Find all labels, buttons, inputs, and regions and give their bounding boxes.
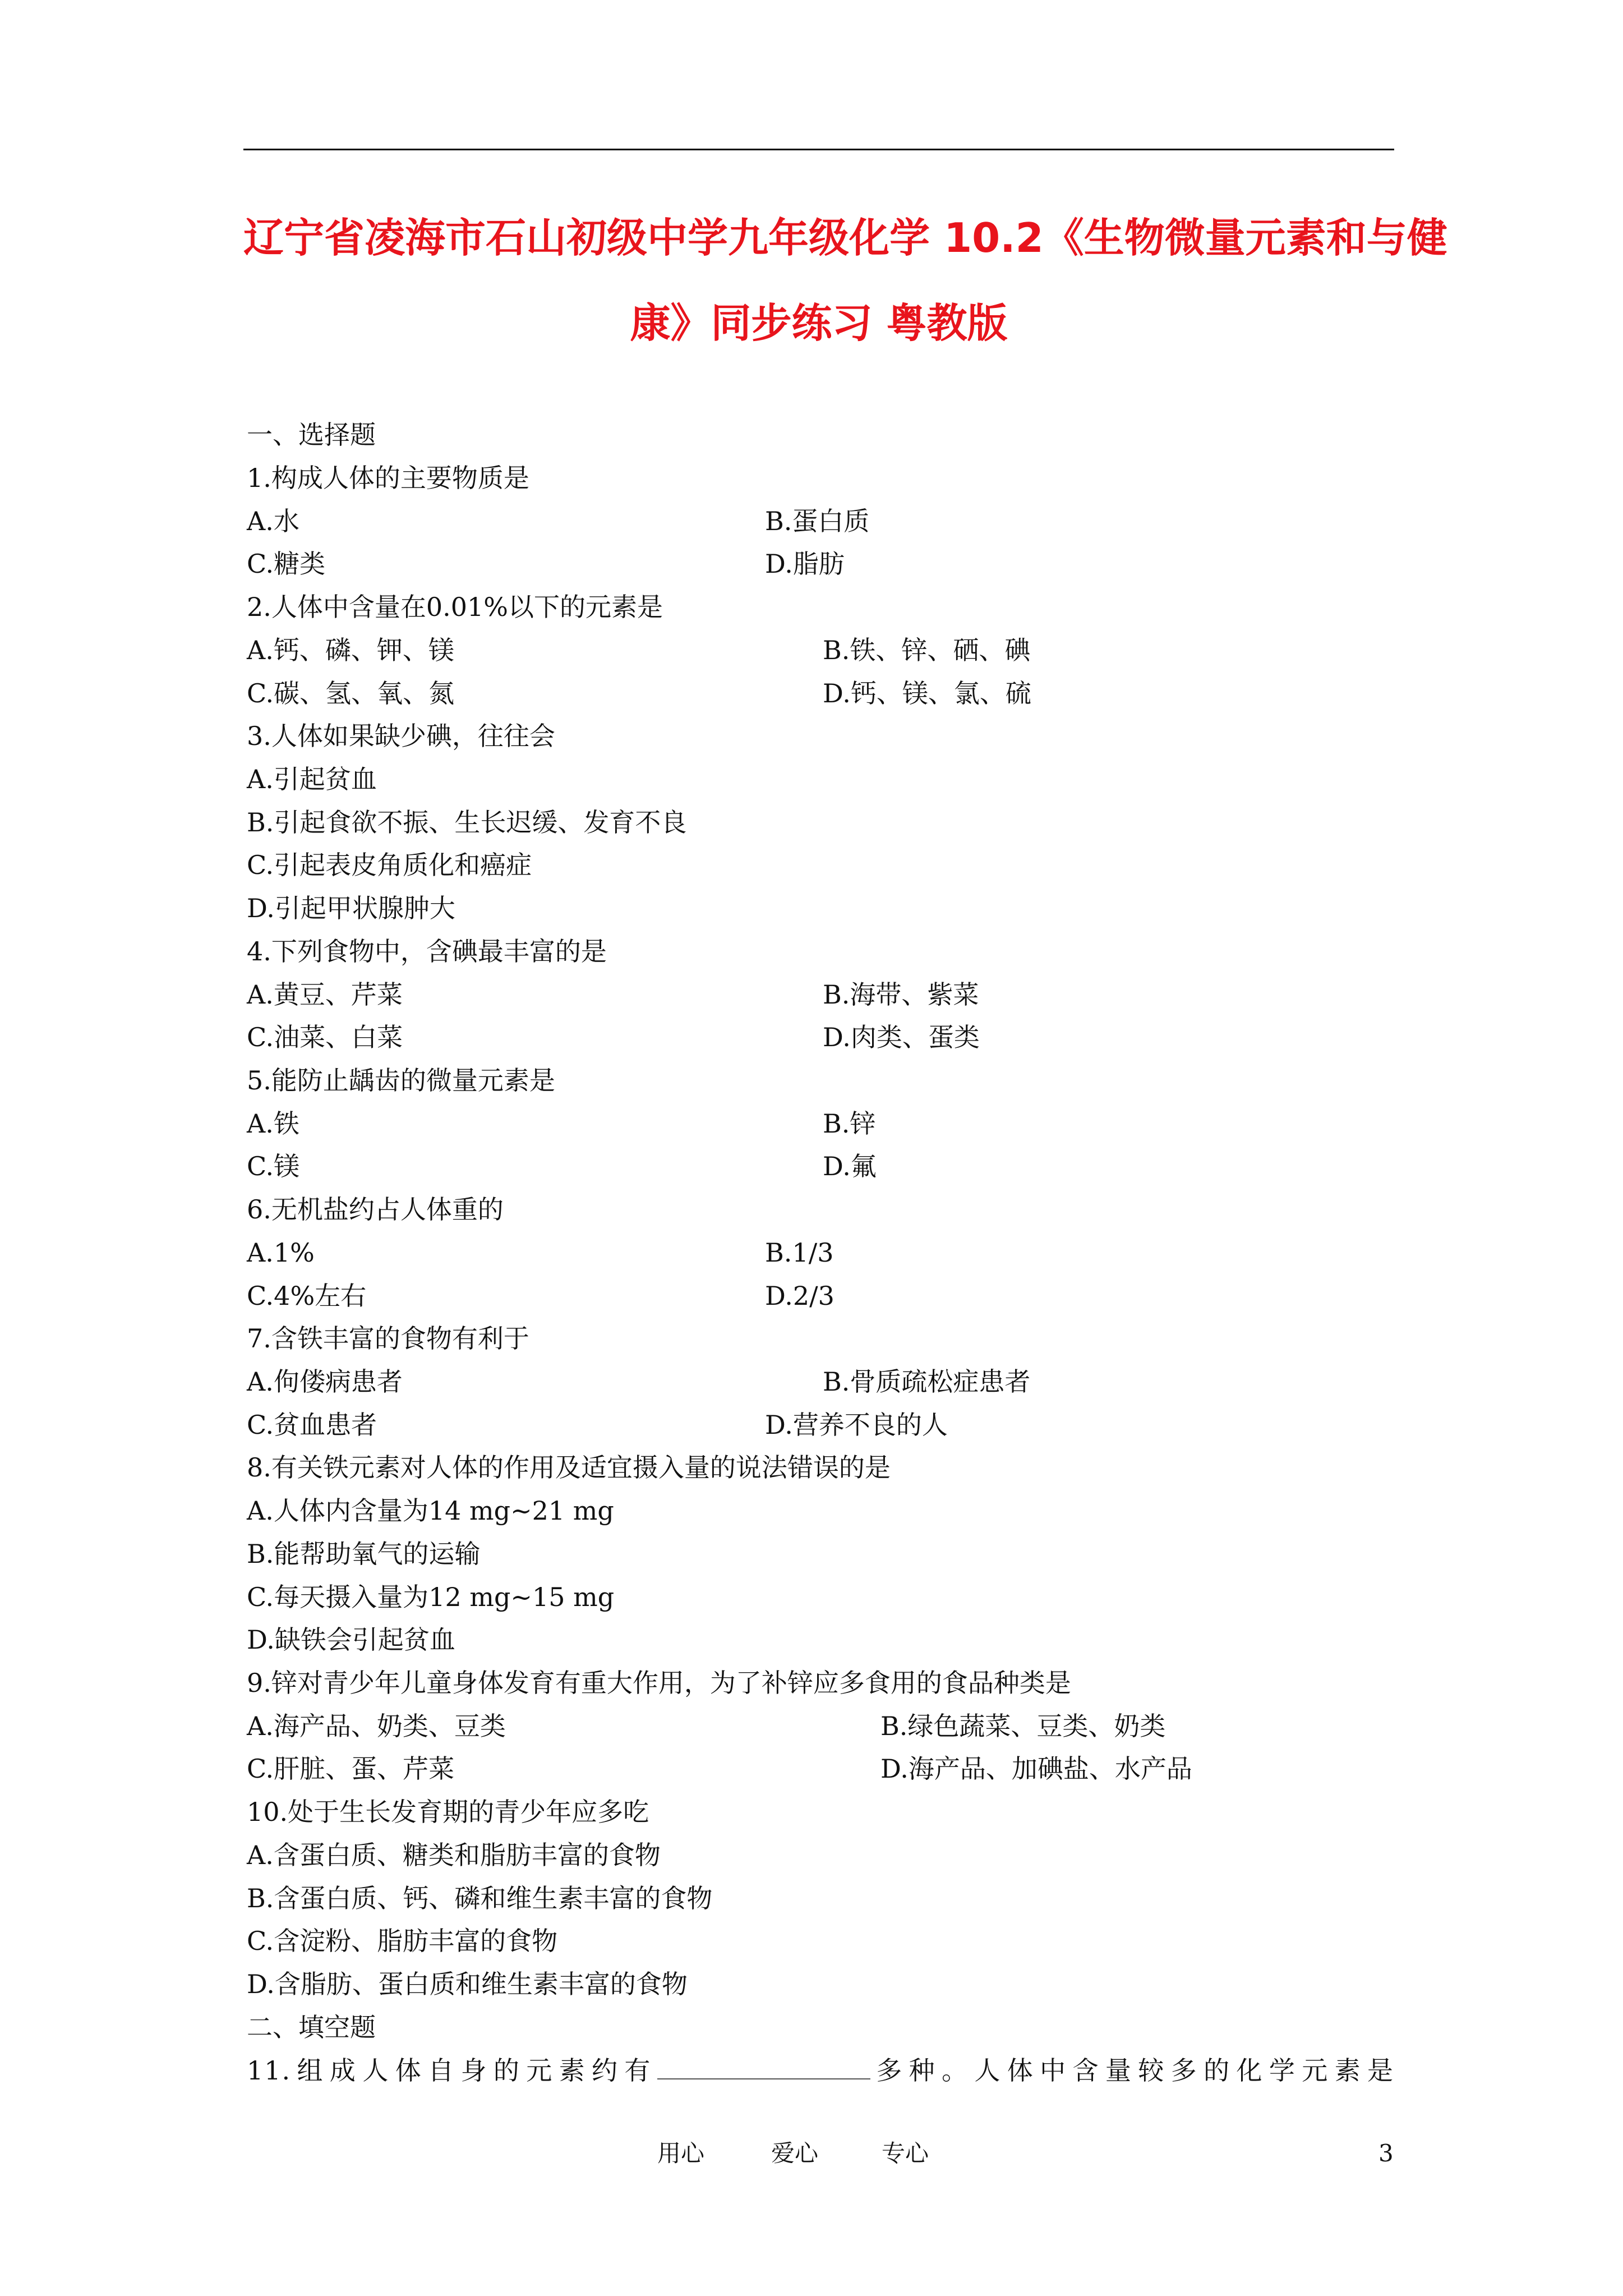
question-stem: 3.人体如果缺少碘，往往会 (247, 721, 555, 751)
question-11-prefix: 11.组成人体自身的元素约有 (247, 2055, 657, 2086)
option-a: A.铁 (247, 1108, 299, 1139)
question-stem: 4.下列食物中，含碘最丰富的是 (247, 936, 607, 967)
option-d: D.钙、镁、氯、硫 (823, 678, 1031, 708)
header-rule (243, 149, 1394, 150)
option-a: A.人体内含量为14 mg~21 mg (247, 1496, 614, 1526)
option-d: D.2/3 (765, 1281, 834, 1311)
option-b: B.海带、紫菜 (823, 979, 979, 1010)
option-c: C.每天摄入量为12 mg~15 mg (247, 1582, 615, 1612)
option-a: A.1% (247, 1237, 315, 1268)
question-stem: 7.含铁丰富的食物有利于 (247, 1323, 529, 1354)
question-stem: 6.无机盐约占人体重的 (247, 1194, 504, 1225)
section-heading-choice: 一、选择题 (247, 420, 376, 450)
option-c: C.引起表皮角质化和癌症 (247, 850, 532, 880)
footer-motto-1: 用心 (657, 2139, 705, 2167)
option-c: C.肝脏、蛋、芹菜 (247, 1754, 455, 1784)
option-a: A.含蛋白质、糖类和脂肪丰富的食物 (247, 1840, 661, 1870)
question-11 (247, 2055, 1395, 2086)
option-b: B.能帮助氧气的运输 (247, 1539, 481, 1569)
option-c: C.含淀粉、脂肪丰富的食物 (247, 1926, 558, 1956)
answer-blank[interactable] (657, 2057, 870, 2079)
document-title-line-1: 辽宁省凌海市石山初级中学九年级化学 10.2《生物微量元素和与健 (243, 214, 1447, 261)
question-11-suffix: 多种。人体中含量较多的化学元素是 (870, 2055, 1395, 2086)
question-stem: 5.能防止龋齿的微量元素是 (247, 1065, 555, 1096)
option-a: A.水 (247, 506, 299, 536)
option-d: D.营养不良的人 (765, 1410, 948, 1440)
option-c: C.糖类 (247, 549, 326, 579)
option-c: C.镁 (247, 1151, 300, 1181)
footer-motto-3: 专心 (882, 2139, 929, 2167)
option-a: A.海产品、奶类、豆类 (247, 1711, 506, 1741)
footer-motto-2: 爱心 (771, 2139, 819, 2167)
option-d: D.脂肪 (765, 549, 845, 579)
option-a: A.引起贫血 (247, 764, 377, 794)
option-d: D.含脂肪、蛋白质和维生素丰富的食物 (247, 1969, 688, 1999)
document-title-line-2: 康》同步练习 粤教版 (630, 300, 1008, 347)
question-stem: 9.锌对青少年儿童身体发育有重大作用，为了补锌应多食用的食品种类是 (247, 1668, 1071, 1698)
option-b: B.锌 (823, 1108, 876, 1139)
option-a: A.佝偻病患者 (247, 1366, 403, 1397)
option-b: B.1/3 (765, 1237, 834, 1268)
option-a: A.钙、磷、钾、镁 (247, 635, 454, 665)
option-d: D.肉类、蛋类 (823, 1022, 980, 1052)
question-stem: 8.有关铁元素对人体的作用及适宜摄入量的说法错误的是 (247, 1452, 891, 1483)
option-b: B.引起食欲不振、生长迟缓、发育不良 (247, 807, 687, 838)
option-b: B.含蛋白质、钙、磷和维生素丰富的食物 (247, 1883, 713, 1913)
question-stem: 2.人体中含量在0.01%以下的元素是 (247, 592, 663, 622)
option-c: C.4%左右 (247, 1281, 367, 1311)
option-d: D.氟 (823, 1151, 877, 1181)
section-heading-fill: 二、填空题 (247, 2012, 376, 2042)
option-c: C.油菜、白菜 (247, 1022, 403, 1052)
option-d: D.引起甲状腺肿大 (247, 893, 455, 923)
question-stem: 1.构成人体的主要物质是 (247, 463, 529, 493)
option-d: D.缺铁会引起贫血 (247, 1625, 455, 1655)
option-a: A.黄豆、芹菜 (247, 979, 403, 1010)
option-b: B.铁、锌、硒、碘 (823, 635, 1031, 665)
option-b: B.骨质疏松症患者 (823, 1366, 1031, 1397)
option-b: B.绿色蔬菜、豆类、奶类 (880, 1711, 1166, 1741)
option-d: D.海产品、加碘盐、水产品 (880, 1754, 1192, 1784)
option-c: C.贫血患者 (247, 1410, 377, 1440)
page-number: 3 (1378, 2139, 1394, 2167)
question-stem: 10.处于生长发育期的青少年应多吃 (247, 1797, 649, 1827)
option-b: B.蛋白质 (765, 506, 870, 536)
option-c: C.碳、氢、氧、氮 (247, 678, 455, 708)
